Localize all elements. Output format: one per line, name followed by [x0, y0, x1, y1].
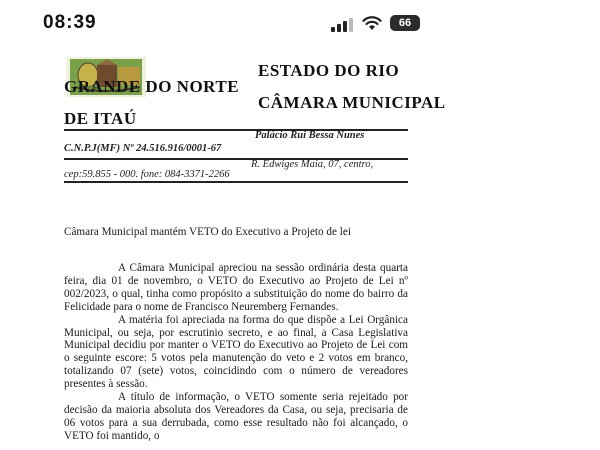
- status-bar: [0, 0, 600, 44]
- article-paragraph: A matéria foi apreciada na forma do que dispõe a Lei Orgânica Municipal, ou seja, por escrutinio secreto, e ao final, a Casa Legislativa Municipal decidiu por manter o VETO do Executivo ao Projeto de Lei com o seguinte escore: 5 votos pela manutenção do veto e 2 votos em branco, totalizando 07 (sete) votos, coincidindo com o número de vereadores presentes à sessão.: [64, 313, 408, 391]
- cnpj-line: C.N.P.J(MF) Nº 24.516.916/0001-67: [64, 143, 222, 154]
- cep-phone-line: cep:59.855 - 000. fone: 084-3371-2266: [64, 169, 230, 180]
- cellular-signal-icon: [331, 18, 353, 32]
- battery-icon: 66: [390, 15, 420, 31]
- letterhead-camara-line2: DE ITAÚ: [64, 109, 137, 128]
- letterhead-estado-line1: ESTADO DO RIO: [258, 61, 400, 80]
- letterhead-estado-line2: GRANDE DO NORTE: [64, 77, 240, 96]
- article-paragraph: A Câmara Municipal apreciou na sessão ordinária desta quarta feira, dia 01 de novembro, o VETO do Executivo ao Projeto de Lei nº 002/2023, o qual, tinha como propósito a substituição do nome do bairro da Felicidade para o nome de Francisco Neuremberg Fernandes.: [64, 262, 408, 313]
- letterhead-camara-line1: CÂMARA MUNICIPAL: [258, 93, 446, 112]
- article-title: Câmara Municipal mantém VETO do Executivo a Projeto de lei: [64, 226, 351, 238]
- wifi-icon: [362, 15, 382, 31]
- address-line: R. Edwiges Maia, 07, centro,: [251, 159, 374, 170]
- article-paragraph: A título de informação, o VETO somente seria rejeitado por decisão da maioria absoluta dos Vereadores da Casa, ou seja, precisaria de 06 votos para a sua derrubada, como esse resultado não foi alcançado, o VETO foi mantido, o: [64, 391, 408, 442]
- palace-name: Palácio Rui Bessa Nunes: [255, 130, 365, 141]
- document-page: [0, 44, 600, 450]
- header-divider: [64, 181, 408, 183]
- article-body: [64, 262, 408, 443]
- status-time: 08:39: [43, 12, 97, 33]
